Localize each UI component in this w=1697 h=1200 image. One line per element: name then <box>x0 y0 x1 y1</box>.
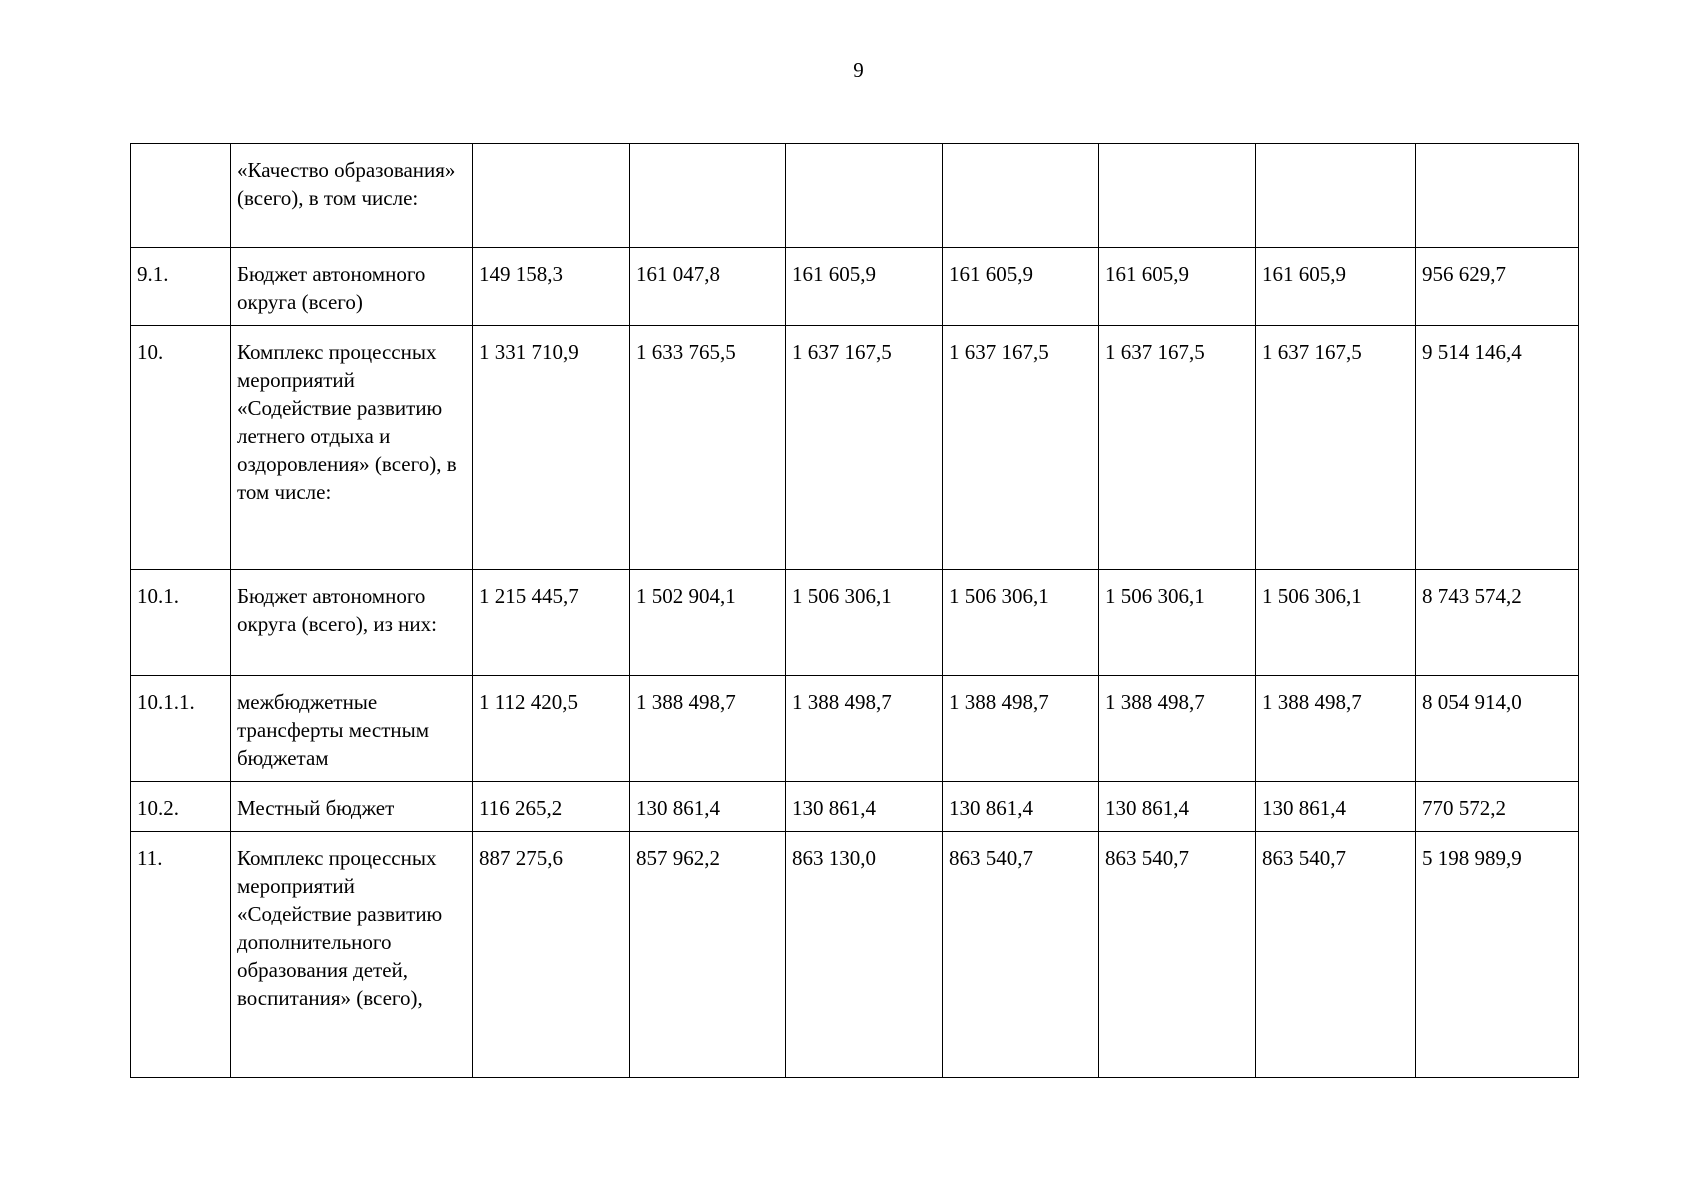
value-cell: 161 605,9 <box>943 248 1099 326</box>
value-cell: 1 388 498,7 <box>786 676 943 782</box>
row-number-cell: 10.1. <box>131 570 231 676</box>
value-cell: 161 605,9 <box>786 248 943 326</box>
value-cell <box>1099 144 1256 248</box>
value-cell: 1 388 498,7 <box>1256 676 1416 782</box>
table-row <box>131 832 1579 1078</box>
value-cell: 863 540,7 <box>1099 832 1256 1078</box>
value-cell: 1 388 498,7 <box>630 676 786 782</box>
value-cell <box>630 144 786 248</box>
budget-table <box>130 143 1579 1078</box>
value-cell <box>943 144 1099 248</box>
value-cell: 149 158,3 <box>473 248 630 326</box>
value-cell: 161 047,8 <box>630 248 786 326</box>
total-value-cell: 956 629,7 <box>1416 248 1579 326</box>
table-row <box>131 570 1579 676</box>
row-name-cell: Комплекс процессных мероприятий «Содействие развитию летнего отдыха и оздоровления» (всего), в том числе: <box>231 326 473 570</box>
value-cell: 130 861,4 <box>786 782 943 832</box>
table-row <box>131 782 1579 832</box>
value-cell: 116 265,2 <box>473 782 630 832</box>
row-name-cell: Бюджет автономного округа (всего), из них: <box>231 570 473 676</box>
row-name-cell: Комплекс процессных мероприятий «Содействие развитию дополнительного образования детей, воспитания» (всего), <box>231 832 473 1078</box>
value-cell: 1 112 420,5 <box>473 676 630 782</box>
value-cell: 1 388 498,7 <box>1099 676 1256 782</box>
total-value-cell: 5 198 989,9 <box>1416 832 1579 1078</box>
value-cell: 1 506 306,1 <box>943 570 1099 676</box>
table-row <box>131 248 1579 326</box>
value-cell: 1 637 167,5 <box>786 326 943 570</box>
row-number-cell <box>131 144 231 248</box>
value-cell: 863 130,0 <box>786 832 943 1078</box>
total-value-cell <box>1416 144 1579 248</box>
value-cell: 1 331 710,9 <box>473 326 630 570</box>
value-cell <box>786 144 943 248</box>
value-cell: 161 605,9 <box>1099 248 1256 326</box>
row-name-cell: Бюджет автономного округа (всего) <box>231 248 473 326</box>
row-number-cell: 9.1. <box>131 248 231 326</box>
value-cell: 1 506 306,1 <box>1099 570 1256 676</box>
value-cell: 1 388 498,7 <box>943 676 1099 782</box>
value-cell: 1 637 167,5 <box>943 326 1099 570</box>
row-number-cell: 10. <box>131 326 231 570</box>
value-cell: 130 861,4 <box>943 782 1099 832</box>
row-name-cell: межбюджетные трансферты местным бюджетам <box>231 676 473 782</box>
total-value-cell: 8 054 914,0 <box>1416 676 1579 782</box>
value-cell: 1 506 306,1 <box>786 570 943 676</box>
row-name-cell: «Качество образования» (всего), в том числе: <box>231 144 473 248</box>
value-cell: 161 605,9 <box>1256 248 1416 326</box>
value-cell: 1 637 167,5 <box>1256 326 1416 570</box>
value-cell: 1 637 167,5 <box>1099 326 1256 570</box>
value-cell: 1 506 306,1 <box>1256 570 1416 676</box>
row-number-cell: 10.2. <box>131 782 231 832</box>
value-cell: 130 861,4 <box>1099 782 1256 832</box>
value-cell <box>1256 144 1416 248</box>
table-row <box>131 326 1579 570</box>
row-number-cell: 10.1.1. <box>131 676 231 782</box>
total-value-cell: 9 514 146,4 <box>1416 326 1579 570</box>
table-row <box>131 144 1579 248</box>
page-number: 9 <box>853 58 864 82</box>
total-value-cell: 8 743 574,2 <box>1416 570 1579 676</box>
table-row <box>131 676 1579 782</box>
total-value-cell: 770 572,2 <box>1416 782 1579 832</box>
value-cell: 863 540,7 <box>943 832 1099 1078</box>
value-cell: 1 215 445,7 <box>473 570 630 676</box>
value-cell: 1 633 765,5 <box>630 326 786 570</box>
value-cell: 887 275,6 <box>473 832 630 1078</box>
value-cell: 863 540,7 <box>1256 832 1416 1078</box>
value-cell: 857 962,2 <box>630 832 786 1078</box>
value-cell: 130 861,4 <box>630 782 786 832</box>
row-name-cell: Местный бюджет <box>231 782 473 832</box>
row-number-cell: 11. <box>131 832 231 1078</box>
value-cell: 130 861,4 <box>1256 782 1416 832</box>
value-cell: 1 502 904,1 <box>630 570 786 676</box>
value-cell <box>473 144 630 248</box>
